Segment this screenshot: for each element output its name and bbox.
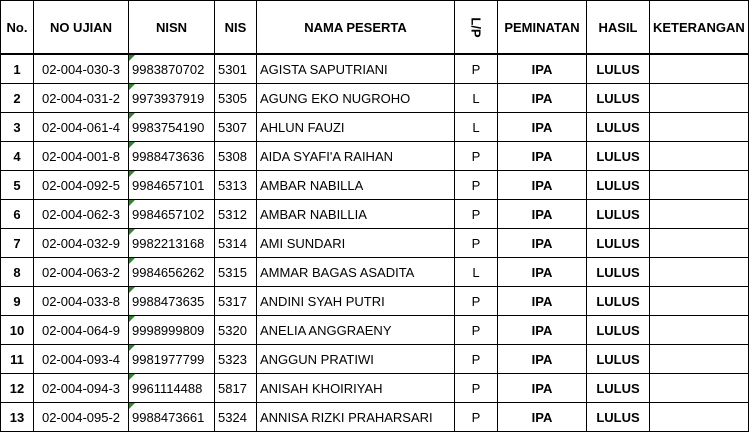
cell-hasil[interactable]: LULUS bbox=[587, 258, 650, 287]
cell-lp[interactable]: P bbox=[455, 171, 498, 200]
cell-no[interactable]: 2 bbox=[1, 84, 34, 113]
cell-no[interactable]: 7 bbox=[1, 229, 34, 258]
cell-hasil[interactable]: LULUS bbox=[587, 345, 650, 374]
table-row bbox=[1, 316, 749, 345]
cell-nisn[interactable]: 9961114488 bbox=[129, 374, 215, 403]
cell-keterangan[interactable] bbox=[650, 54, 749, 84]
cell-nama-peserta[interactable]: ANISAH KHOIRIYAH bbox=[257, 374, 455, 403]
cell-peminatan[interactable]: IPA bbox=[498, 54, 587, 84]
cell-keterangan[interactable] bbox=[650, 345, 749, 374]
cell-no-ujian[interactable]: 02-004-061-4 bbox=[34, 113, 129, 142]
table-row bbox=[1, 287, 749, 316]
cell-peminatan[interactable]: IPA bbox=[498, 403, 587, 432]
cell-no-ujian[interactable]: 02-004-001-8 bbox=[34, 142, 129, 171]
cell-no[interactable]: 12 bbox=[1, 374, 34, 403]
cell-nama-peserta[interactable]: AGUNG EKO NUGROHO bbox=[257, 84, 455, 113]
cell-nis[interactable]: 5324 bbox=[215, 403, 257, 432]
cell-no[interactable]: 4 bbox=[1, 142, 34, 171]
cell-nisn[interactable]: 9988473635 bbox=[129, 287, 215, 316]
cell-no[interactable]: 6 bbox=[1, 200, 34, 229]
cell-nama-peserta[interactable]: ANDINI SYAH PUTRI bbox=[257, 287, 455, 316]
cell-peminatan[interactable]: IPA bbox=[498, 84, 587, 113]
cell-peminatan[interactable]: IPA bbox=[498, 142, 587, 171]
cell-no-ujian[interactable]: 02-004-033-8 bbox=[34, 287, 129, 316]
cell-nis[interactable]: 5307 bbox=[215, 113, 257, 142]
cell-nama-peserta[interactable]: ANNISA RIZKI PRAHARSARI bbox=[257, 403, 455, 432]
table-row bbox=[1, 403, 749, 432]
cell-nis[interactable]: 5315 bbox=[215, 258, 257, 287]
cell-peminatan[interactable]: IPA bbox=[498, 171, 587, 200]
cell-hasil[interactable]: LULUS bbox=[587, 84, 650, 113]
cell-no[interactable]: 10 bbox=[1, 316, 34, 345]
cell-hasil[interactable]: LULUS bbox=[587, 113, 650, 142]
cell-lp[interactable]: P bbox=[455, 374, 498, 403]
header-no-ujian[interactable]: NO UJIAN bbox=[34, 1, 129, 55]
cell-nama-peserta[interactable]: ANELIA ANGGRAENY bbox=[257, 316, 455, 345]
header-peminatan[interactable]: PEMINATAN bbox=[498, 1, 587, 55]
cell-hasil[interactable]: LULUS bbox=[587, 54, 650, 84]
cell-lp[interactable]: P bbox=[455, 54, 498, 84]
cell-hasil[interactable]: LULUS bbox=[587, 316, 650, 345]
cell-peminatan[interactable]: IPA bbox=[498, 287, 587, 316]
table-row bbox=[1, 345, 749, 374]
table-row bbox=[1, 54, 749, 84]
header-lp-label: L/P bbox=[468, 16, 484, 38]
header-nisn[interactable]: NISN bbox=[129, 1, 215, 55]
cell-hasil[interactable]: LULUS bbox=[587, 287, 650, 316]
cell-keterangan[interactable] bbox=[650, 113, 749, 142]
cell-keterangan[interactable] bbox=[650, 374, 749, 403]
table-row bbox=[1, 171, 749, 200]
cell-lp[interactable]: L bbox=[455, 113, 498, 142]
header-nis[interactable]: NIS bbox=[215, 1, 257, 55]
cell-keterangan[interactable] bbox=[650, 142, 749, 171]
cell-nisn[interactable]: 9984657101 bbox=[129, 171, 215, 200]
header-hasil[interactable]: HASIL bbox=[587, 1, 650, 55]
cell-nisn[interactable]: 9984656262 bbox=[129, 258, 215, 287]
cell-hasil[interactable]: LULUS bbox=[587, 374, 650, 403]
table-row bbox=[1, 200, 749, 229]
table-row bbox=[1, 142, 749, 171]
cell-lp[interactable]: L bbox=[455, 258, 498, 287]
cell-nis[interactable]: 5313 bbox=[215, 171, 257, 200]
cell-no[interactable]: 1 bbox=[1, 54, 34, 84]
cell-peminatan[interactable]: IPA bbox=[498, 374, 587, 403]
cell-lp[interactable]: P bbox=[455, 345, 498, 374]
cell-nama-peserta[interactable]: AMI SUNDARI bbox=[257, 229, 455, 258]
cell-nis[interactable]: 5817 bbox=[215, 374, 257, 403]
cell-peminatan[interactable]: IPA bbox=[498, 345, 587, 374]
cell-nisn[interactable]: 9988473636 bbox=[129, 142, 215, 171]
cell-no-ujian[interactable]: 02-004-063-2 bbox=[34, 258, 129, 287]
cell-no[interactable]: 9 bbox=[1, 287, 34, 316]
cell-keterangan[interactable] bbox=[650, 200, 749, 229]
cell-keterangan[interactable] bbox=[650, 403, 749, 432]
cell-nis[interactable]: 5323 bbox=[215, 345, 257, 374]
cell-nisn[interactable]: 9983754190 bbox=[129, 113, 215, 142]
cell-keterangan[interactable] bbox=[650, 258, 749, 287]
cell-nama-peserta[interactable]: AMMAR BAGAS ASADITA bbox=[257, 258, 455, 287]
cell-no-ujian[interactable]: 02-004-094-3 bbox=[34, 374, 129, 403]
cell-lp[interactable]: P bbox=[455, 403, 498, 432]
cell-nama-peserta[interactable]: AMBAR NABILLA bbox=[257, 171, 455, 200]
cell-hasil[interactable]: LULUS bbox=[587, 200, 650, 229]
cell-nis[interactable]: 5301 bbox=[215, 54, 257, 84]
cell-hasil[interactable]: LULUS bbox=[587, 171, 650, 200]
cell-nisn[interactable]: 9983870702 bbox=[129, 54, 215, 84]
cell-keterangan[interactable] bbox=[650, 316, 749, 345]
table-row bbox=[1, 113, 749, 142]
cell-peminatan[interactable]: IPA bbox=[498, 200, 587, 229]
cell-nama-peserta[interactable]: AGISTA SAPUTRIANI bbox=[257, 54, 455, 84]
cell-nisn[interactable]: 9988473661 bbox=[129, 403, 215, 432]
cell-nis[interactable]: 5305 bbox=[215, 84, 257, 113]
header-no[interactable]: No. bbox=[1, 1, 34, 55]
cell-peminatan[interactable]: IPA bbox=[498, 258, 587, 287]
cell-no[interactable]: 5 bbox=[1, 171, 34, 200]
cell-nis[interactable]: 5320 bbox=[215, 316, 257, 345]
cell-keterangan[interactable] bbox=[650, 287, 749, 316]
cell-peminatan[interactable]: IPA bbox=[498, 113, 587, 142]
cell-nisn[interactable]: 9984657102 bbox=[129, 200, 215, 229]
cell-nisn[interactable]: 9998999809 bbox=[129, 316, 215, 345]
header-keterangan[interactable]: KETERANGAN bbox=[650, 1, 749, 55]
header-row bbox=[1, 1, 749, 55]
cell-no-ujian[interactable]: 02-004-031-2 bbox=[34, 84, 129, 113]
cell-keterangan[interactable] bbox=[650, 171, 749, 200]
table-row bbox=[1, 84, 749, 113]
cell-lp[interactable]: P bbox=[455, 316, 498, 345]
cell-lp[interactable]: L bbox=[455, 84, 498, 113]
cell-lp[interactable]: P bbox=[455, 287, 498, 316]
cell-nis[interactable]: 5314 bbox=[215, 229, 257, 258]
cell-no-ujian[interactable]: 02-004-064-9 bbox=[34, 316, 129, 345]
cell-hasil[interactable]: LULUS bbox=[587, 229, 650, 258]
cell-lp[interactable]: P bbox=[455, 200, 498, 229]
cell-hasil[interactable]: LULUS bbox=[587, 403, 650, 432]
cell-lp[interactable]: P bbox=[455, 229, 498, 258]
cell-no-ujian[interactable]: 02-004-032-9 bbox=[34, 229, 129, 258]
cell-nisn[interactable]: 9982213168 bbox=[129, 229, 215, 258]
cell-no-ujian[interactable]: 02-004-092-5 bbox=[34, 171, 129, 200]
cell-no[interactable]: 13 bbox=[1, 403, 34, 432]
cell-nis[interactable]: 5312 bbox=[215, 200, 257, 229]
cell-nama-peserta[interactable]: AMBAR NABILLIA bbox=[257, 200, 455, 229]
cell-no[interactable]: 3 bbox=[1, 113, 34, 142]
cell-no[interactable]: 8 bbox=[1, 258, 34, 287]
table-row bbox=[1, 374, 749, 403]
cell-no-ujian[interactable]: 02-004-062-3 bbox=[34, 200, 129, 229]
cell-hasil[interactable]: LULUS bbox=[587, 142, 650, 171]
cell-nama-peserta[interactable]: ANGGUN PRATIWI bbox=[257, 345, 455, 374]
cell-no[interactable]: 11 bbox=[1, 345, 34, 374]
table-row bbox=[1, 229, 749, 258]
cell-lp[interactable]: P bbox=[455, 142, 498, 171]
cell-nis[interactable]: 5308 bbox=[215, 142, 257, 171]
cell-nisn[interactable]: 9973937919 bbox=[129, 84, 215, 113]
cell-peminatan[interactable]: IPA bbox=[498, 316, 587, 345]
table-row bbox=[1, 258, 749, 287]
cell-no-ujian[interactable]: 02-004-030-3 bbox=[34, 54, 129, 84]
cell-peminatan[interactable]: IPA bbox=[498, 229, 587, 258]
header-lp[interactable] bbox=[455, 1, 498, 55]
cell-keterangan[interactable] bbox=[650, 229, 749, 258]
cell-keterangan[interactable] bbox=[650, 84, 749, 113]
cell-nama-peserta[interactable]: AHLUN FAUZI bbox=[257, 113, 455, 142]
cell-no-ujian[interactable]: 02-004-095-2 bbox=[34, 403, 129, 432]
cell-no-ujian[interactable]: 02-004-093-4 bbox=[34, 345, 129, 374]
cell-nis[interactable]: 5317 bbox=[215, 287, 257, 316]
cell-nisn[interactable]: 9981977799 bbox=[129, 345, 215, 374]
header-nama-peserta[interactable]: NAMA PESERTA bbox=[257, 1, 455, 55]
cell-nama-peserta[interactable]: AIDA SYAFI'A RAIHAN bbox=[257, 142, 455, 171]
